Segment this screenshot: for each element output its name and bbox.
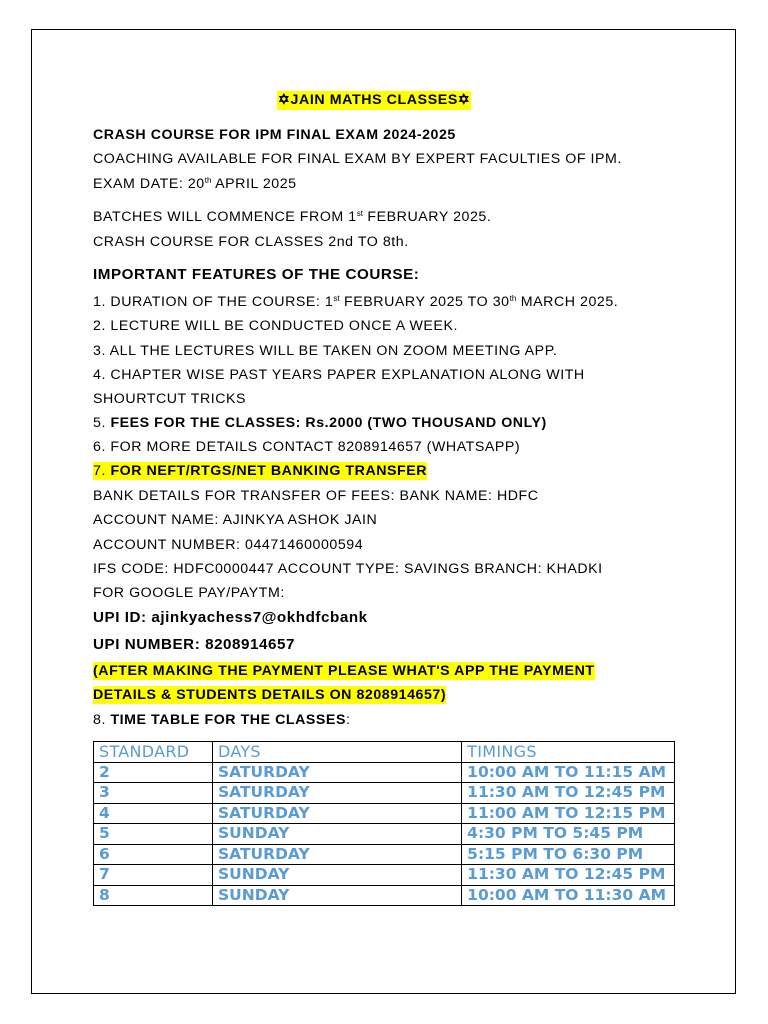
timetable-heading — [93, 711, 350, 729]
timetable-heading-colon: : — [345, 712, 351, 728]
feature-5 — [93, 414, 547, 432]
cell-day: SUNDAY — [213, 885, 462, 906]
feature-1-a: 1. DURATION OF THE COURSE: 1 — [93, 294, 334, 310]
table-header-row — [94, 742, 675, 763]
feature-7-text: FOR NEFT/RTGS/NET BANKING TRANSFER — [110, 463, 428, 479]
cell-timing: 11:30 AM TO 12:45 PM — [462, 783, 675, 804]
bank-details: BANK DETAILS FOR TRANSFER OF FEES: BANK NAME: HDFC — [93, 488, 539, 504]
table-row — [94, 762, 675, 783]
exam-date — [93, 175, 297, 193]
cell-standard: 6 — [94, 844, 213, 865]
cell-timing: 10:00 AM TO 11:15 AM — [462, 762, 675, 783]
timetable-heading-text: TIME TABLE FOR THE CLASSES — [110, 712, 346, 728]
batches-sup: st — [356, 209, 363, 218]
coaching-text: COACHING AVAILABLE FOR FINAL EXAM BY EXPERT FACULTIES OF IPM. — [93, 151, 622, 167]
feature-1-c: MARCH 2025. — [516, 294, 619, 310]
feature-1-b: FEBRUARY 2025 TO 30 — [339, 294, 510, 310]
feature-5-num: 5. — [93, 415, 111, 431]
features-heading: IMPORTANT FEATURES OF THE COURSE: — [93, 266, 420, 283]
page-title: ✡JAIN MATHS CLASSES✡ — [278, 92, 471, 108]
header-standard: STANDARD — [94, 742, 213, 763]
exam-date-sup: th — [204, 176, 212, 185]
table-row — [94, 865, 675, 886]
table-row — [94, 803, 675, 824]
feature-4-line2: SHOURTCUT TRICKS — [93, 391, 247, 407]
exam-date-suffix: APRIL 2025 — [211, 176, 297, 192]
cell-standard: 4 — [94, 803, 213, 824]
cell-day: SATURDAY — [213, 803, 462, 824]
payment-note-line2: DETAILS & STUDENTS DETAILS ON 8208914657) — [93, 687, 447, 703]
cell-standard: 3 — [94, 783, 213, 804]
cell-timing: 5:15 PM TO 6:30 PM — [462, 844, 675, 865]
table-row — [94, 824, 675, 845]
table-row — [94, 885, 675, 906]
feature-1 — [93, 293, 618, 311]
cell-standard: 5 — [94, 824, 213, 845]
cell-timing: 11:00 AM TO 12:15 PM — [462, 803, 675, 824]
header-timings: TIMINGS — [462, 742, 675, 763]
cell-timing: 4:30 PM TO 5:45 PM — [462, 824, 675, 845]
google-pay-label: FOR GOOGLE PAY/PAYTM: — [93, 585, 285, 601]
cell-day: SATURDAY — [213, 762, 462, 783]
timetable-heading-num: 8. — [93, 712, 111, 728]
ifs-code: IFS CODE: HDFC0000447 ACCOUNT TYPE: SAVINGS BRANCH: KHADKI — [93, 561, 603, 577]
table-row — [94, 844, 675, 865]
table-row — [94, 783, 675, 804]
timetable — [93, 741, 675, 906]
feature-1-sup2: th — [509, 294, 517, 303]
batches-text — [93, 208, 491, 226]
cell-timing: 10:00 AM TO 11:30 AM — [462, 885, 675, 906]
cell-standard: 7 — [94, 865, 213, 886]
feature-7 — [93, 462, 427, 480]
feature-5-text: FEES FOR THE CLASSES: Rs.2000 (TWO THOUSAND ONLY) — [110, 415, 547, 431]
feature-3: 3. ALL THE LECTURES WILL BE TAKEN ON ZOOM MEETING APP. — [93, 343, 558, 359]
account-name: ACCOUNT NAME: AJINKYA ASHOK JAIN — [93, 512, 378, 528]
cell-standard: 8 — [94, 885, 213, 906]
course-heading: CRASH COURSE FOR IPM FINAL EXAM 2024-2025 — [93, 127, 456, 143]
cell-day: SUNDAY — [213, 865, 462, 886]
cell-day: SUNDAY — [213, 824, 462, 845]
feature-4-line1: 4. CHAPTER WISE PAST YEARS PAPER EXPLANATION ALONG WITH — [93, 367, 585, 383]
feature-6: 6. FOR MORE DETAILS CONTACT 8208914657 (WHATSAPP) — [93, 439, 521, 455]
cell-standard: 2 — [94, 762, 213, 783]
batches-suffix: FEBRUARY 2025. — [362, 209, 492, 225]
cell-timing: 11:30 AM TO 12:45 PM — [462, 865, 675, 886]
payment-note-line1: (AFTER MAKING THE PAYMENT PLEASE WHAT'S APP THE PAYMENT — [93, 663, 595, 679]
classes-text: CRASH COURSE FOR CLASSES 2nd TO 8th. — [93, 234, 409, 250]
account-number: ACCOUNT NUMBER: 04471460000594 — [93, 537, 364, 553]
cell-day: SATURDAY — [213, 783, 462, 804]
cell-day: SATURDAY — [213, 844, 462, 865]
feature-1-sup1: st — [333, 294, 340, 303]
upi-number: UPI NUMBER: 8208914657 — [93, 636, 296, 653]
feature-7-num: 7. — [93, 463, 111, 479]
feature-2: 2. LECTURE WILL BE CONDUCTED ONCE A WEEK. — [93, 318, 458, 334]
exam-date-prefix: EXAM DATE: 20 — [93, 176, 205, 192]
batches-prefix: BATCHES WILL COMMENCE FROM 1 — [93, 209, 357, 225]
upi-id: UPI ID: ajinkyachess7@okhdfcbank — [93, 609, 368, 626]
header-days: DAYS — [213, 742, 462, 763]
